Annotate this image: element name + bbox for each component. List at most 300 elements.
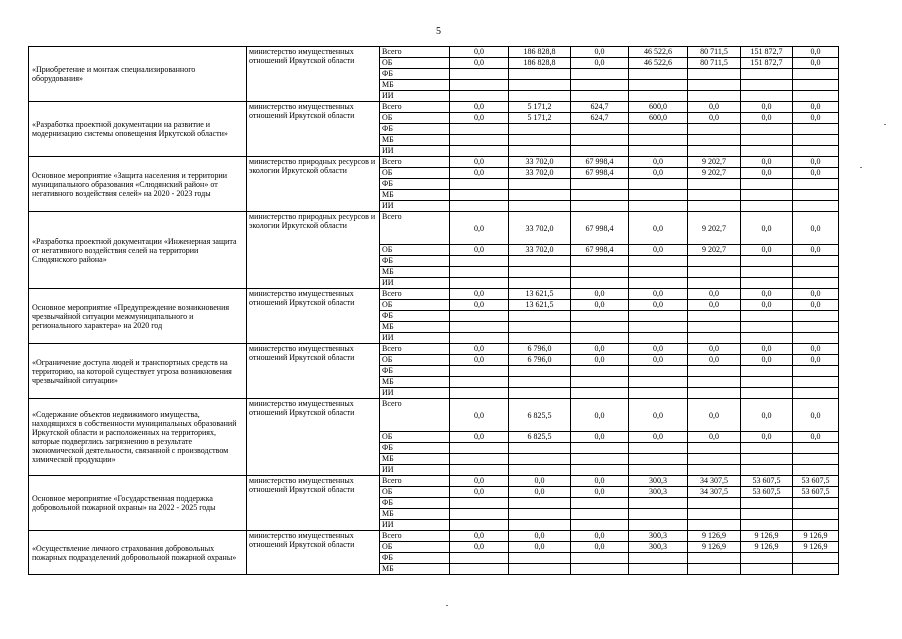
amount-cell <box>629 256 688 267</box>
amount-cell <box>450 443 509 454</box>
amount-cell <box>793 69 839 80</box>
funding-source: Всего <box>380 102 450 113</box>
amount-cell: 300,3 <box>629 476 688 487</box>
funding-source: ОБ <box>380 432 450 443</box>
scan-speck <box>446 605 448 606</box>
funding-source: МБ <box>380 509 450 520</box>
amount-cell <box>741 278 793 289</box>
amount-cell <box>793 366 839 377</box>
amount-cell <box>629 201 688 212</box>
funding-source: ОБ <box>380 487 450 498</box>
funding-source: ОБ <box>380 355 450 366</box>
funding-source: Всего <box>380 476 450 487</box>
executor-name: министерство имущественных отношений Иркутской области <box>247 531 380 575</box>
amount-cell <box>688 553 741 564</box>
amount-cell <box>571 190 629 201</box>
amount-cell <box>793 179 839 190</box>
amount-cell <box>688 388 741 399</box>
amount-cell: 6 825,5 <box>509 399 571 432</box>
amount-cell <box>629 267 688 278</box>
amount-cell <box>509 377 571 388</box>
amount-cell: 0,0 <box>793 157 839 168</box>
amount-cell: 33 702,0 <box>509 168 571 179</box>
amount-cell: 0,0 <box>741 212 793 245</box>
amount-cell <box>450 322 509 333</box>
amount-cell <box>509 179 571 190</box>
amount-cell <box>741 465 793 476</box>
amount-cell: 0,0 <box>629 432 688 443</box>
amount-cell: 34 307,5 <box>688 476 741 487</box>
amount-cell <box>629 564 688 575</box>
amount-cell: 6 825,5 <box>509 432 571 443</box>
amount-cell <box>793 333 839 344</box>
table-row <box>29 157 839 168</box>
amount-cell <box>629 443 688 454</box>
funding-source: ФБ <box>380 498 450 509</box>
amount-cell <box>629 333 688 344</box>
amount-cell: 9 202,7 <box>688 157 741 168</box>
amount-cell <box>509 465 571 476</box>
amount-cell: 0,0 <box>450 212 509 245</box>
amount-cell <box>741 135 793 146</box>
amount-cell <box>741 498 793 509</box>
amount-cell <box>450 465 509 476</box>
amount-cell: 0,0 <box>571 47 629 58</box>
amount-cell <box>509 454 571 465</box>
amount-cell: 67 998,4 <box>571 168 629 179</box>
amount-cell <box>571 509 629 520</box>
amount-cell: 9 126,9 <box>688 542 741 553</box>
amount-cell: 0,0 <box>741 399 793 432</box>
amount-cell <box>688 377 741 388</box>
amount-cell: 0,0 <box>793 168 839 179</box>
amount-cell <box>450 454 509 465</box>
amount-cell <box>741 267 793 278</box>
amount-cell <box>450 179 509 190</box>
activity-name: «Разработка проектной документации «Инженерная защита от негативного воздействия селей на территории Слюдянского района» <box>29 212 247 289</box>
amount-cell <box>688 311 741 322</box>
amount-cell <box>571 146 629 157</box>
amount-cell <box>629 69 688 80</box>
activity-name: Основное мероприятие «Государственная поддержка добровольной пожарной охраны» на 2022 - 2025 годы <box>29 476 247 531</box>
amount-cell <box>629 498 688 509</box>
amount-cell <box>509 322 571 333</box>
amount-cell: 0,0 <box>571 58 629 69</box>
amount-cell: 0,0 <box>571 542 629 553</box>
amount-cell: 0,0 <box>571 289 629 300</box>
amount-cell <box>450 256 509 267</box>
amount-cell: 0,0 <box>629 399 688 432</box>
amount-cell: 0,0 <box>688 399 741 432</box>
amount-cell: 0,0 <box>450 102 509 113</box>
amount-cell <box>450 366 509 377</box>
amount-cell: 0,0 <box>571 531 629 542</box>
amount-cell <box>688 267 741 278</box>
funding-source: ИИ <box>380 146 450 157</box>
amount-cell <box>450 553 509 564</box>
amount-cell: 624,7 <box>571 102 629 113</box>
amount-cell: 0,0 <box>629 289 688 300</box>
amount-cell <box>629 135 688 146</box>
amount-cell <box>450 91 509 102</box>
amount-cell <box>741 454 793 465</box>
amount-cell <box>688 509 741 520</box>
amount-cell: 0,0 <box>793 58 839 69</box>
amount-cell: 186 828,8 <box>509 47 571 58</box>
amount-cell <box>741 564 793 575</box>
amount-cell <box>793 267 839 278</box>
amount-cell: 0,0 <box>688 289 741 300</box>
funding-source: МБ <box>380 322 450 333</box>
funding-source: ОБ <box>380 58 450 69</box>
amount-cell <box>571 322 629 333</box>
amount-cell: 600,0 <box>629 102 688 113</box>
amount-cell <box>450 564 509 575</box>
executor-name: министерство имущественных отношений Иркутской области <box>247 102 380 157</box>
table-row <box>29 289 839 300</box>
amount-cell: 0,0 <box>571 487 629 498</box>
amount-cell <box>629 124 688 135</box>
amount-cell <box>688 190 741 201</box>
amount-cell <box>450 80 509 91</box>
amount-cell <box>629 366 688 377</box>
amount-cell: 0,0 <box>793 344 839 355</box>
amount-cell <box>629 377 688 388</box>
table-row <box>29 47 839 58</box>
amount-cell <box>629 80 688 91</box>
amount-cell: 0,0 <box>793 399 839 432</box>
amount-cell: 9 202,7 <box>688 245 741 256</box>
amount-cell <box>509 69 571 80</box>
amount-cell: 0,0 <box>741 245 793 256</box>
amount-cell <box>793 256 839 267</box>
amount-cell <box>571 498 629 509</box>
amount-cell: 53 607,5 <box>741 476 793 487</box>
amount-cell: 0,0 <box>629 168 688 179</box>
amount-cell <box>629 553 688 564</box>
funding-source: МБ <box>380 135 450 146</box>
amount-cell <box>509 267 571 278</box>
amount-cell <box>688 201 741 212</box>
amount-cell <box>793 564 839 575</box>
activity-name: «Разработка проектной документации на развитие и модернизацию системы оповещения Иркутской области» <box>29 102 247 157</box>
amount-cell <box>793 135 839 146</box>
amount-cell <box>509 124 571 135</box>
amount-cell: 0,0 <box>450 531 509 542</box>
amount-cell <box>741 553 793 564</box>
amount-cell: 0,0 <box>450 113 509 124</box>
amount-cell <box>509 91 571 102</box>
amount-cell: 0,0 <box>741 432 793 443</box>
amount-cell <box>571 443 629 454</box>
amount-cell <box>793 377 839 388</box>
funding-source: ОБ <box>380 113 450 124</box>
funding-source: Всего <box>380 344 450 355</box>
amount-cell <box>793 553 839 564</box>
amount-cell: 9 126,9 <box>793 531 839 542</box>
amount-cell <box>741 322 793 333</box>
amount-cell: 0,0 <box>793 47 839 58</box>
amount-cell: 0,0 <box>741 113 793 124</box>
amount-cell <box>571 465 629 476</box>
amount-cell <box>509 311 571 322</box>
amount-cell <box>509 278 571 289</box>
amount-cell: 0,0 <box>450 168 509 179</box>
amount-cell <box>629 91 688 102</box>
amount-cell: 13 621,5 <box>509 289 571 300</box>
activity-name: «Осуществление личного страхования добровольных пожарных подразделений добровольной пожарной охраны» <box>29 531 247 575</box>
amount-cell <box>629 190 688 201</box>
funding-source: ФБ <box>380 553 450 564</box>
amount-cell: 0,0 <box>629 157 688 168</box>
amount-cell <box>688 333 741 344</box>
amount-cell: 0,0 <box>629 300 688 311</box>
amount-cell <box>688 520 741 531</box>
amount-cell <box>688 564 741 575</box>
amount-cell <box>688 443 741 454</box>
amount-cell <box>793 201 839 212</box>
amount-cell <box>688 465 741 476</box>
funding-source: ИИ <box>380 388 450 399</box>
amount-cell: 33 702,0 <box>509 245 571 256</box>
amount-cell <box>688 179 741 190</box>
amount-cell: 0,0 <box>450 542 509 553</box>
amount-cell <box>509 135 571 146</box>
amount-cell: 0,0 <box>509 531 571 542</box>
table-row <box>29 476 839 487</box>
funding-source: Всего <box>380 289 450 300</box>
amount-cell <box>741 388 793 399</box>
amount-cell <box>793 190 839 201</box>
amount-cell <box>450 69 509 80</box>
amount-cell <box>509 256 571 267</box>
amount-cell <box>793 91 839 102</box>
amount-cell: 0,0 <box>741 157 793 168</box>
amount-cell: 0,0 <box>793 355 839 366</box>
executor-name: министерство имущественных отношений Иркутской области <box>247 476 380 531</box>
amount-cell: 300,3 <box>629 542 688 553</box>
amount-cell <box>509 520 571 531</box>
amount-cell: 0,0 <box>629 245 688 256</box>
amount-cell: 0,0 <box>793 102 839 113</box>
amount-cell <box>571 454 629 465</box>
amount-cell: 300,3 <box>629 487 688 498</box>
amount-cell <box>450 498 509 509</box>
amount-cell <box>688 124 741 135</box>
funding-source: ФБ <box>380 256 450 267</box>
amount-cell: 0,0 <box>450 47 509 58</box>
amount-cell <box>793 520 839 531</box>
amount-cell: 0,0 <box>509 476 571 487</box>
amount-cell <box>741 190 793 201</box>
budget-table-body <box>29 47 839 575</box>
amount-cell: 0,0 <box>793 212 839 245</box>
amount-cell: 0,0 <box>793 300 839 311</box>
amount-cell <box>629 520 688 531</box>
amount-cell: 0,0 <box>688 344 741 355</box>
amount-cell <box>741 366 793 377</box>
amount-cell: 0,0 <box>793 113 839 124</box>
amount-cell <box>571 333 629 344</box>
funding-source: ИИ <box>380 465 450 476</box>
amount-cell <box>629 311 688 322</box>
amount-cell: 0,0 <box>571 344 629 355</box>
amount-cell <box>741 179 793 190</box>
amount-cell <box>450 124 509 135</box>
executor-name: министерство имущественных отношений Иркутской области <box>247 344 380 399</box>
amount-cell: 0,0 <box>571 476 629 487</box>
amount-cell <box>741 91 793 102</box>
amount-cell <box>509 443 571 454</box>
amount-cell <box>450 509 509 520</box>
funding-source: ФБ <box>380 366 450 377</box>
amount-cell <box>509 553 571 564</box>
amount-cell <box>509 509 571 520</box>
amount-cell <box>793 465 839 476</box>
amount-cell: 0,0 <box>688 355 741 366</box>
table-row <box>29 102 839 113</box>
amount-cell <box>793 278 839 289</box>
amount-cell <box>571 135 629 146</box>
funding-source: МБ <box>380 377 450 388</box>
funding-source: МБ <box>380 190 450 201</box>
amount-cell: 9 126,9 <box>688 531 741 542</box>
amount-cell <box>629 465 688 476</box>
amount-cell <box>571 366 629 377</box>
amount-cell <box>741 443 793 454</box>
amount-cell <box>571 377 629 388</box>
amount-cell <box>450 278 509 289</box>
activity-name: Основное мероприятие «Защита населения и территории муниципального образования «Слюдянский район» от негативного воздействия селей» на 2020 - 2023 годы <box>29 157 247 212</box>
amount-cell <box>688 454 741 465</box>
amount-cell <box>571 388 629 399</box>
amount-cell <box>629 322 688 333</box>
amount-cell <box>629 278 688 289</box>
amount-cell <box>571 553 629 564</box>
amount-cell: 0,0 <box>741 300 793 311</box>
amount-cell <box>571 278 629 289</box>
amount-cell <box>450 311 509 322</box>
amount-cell: 600,0 <box>629 113 688 124</box>
amount-cell: 0,0 <box>450 245 509 256</box>
amount-cell: 0,0 <box>688 300 741 311</box>
amount-cell <box>741 146 793 157</box>
amount-cell <box>793 80 839 91</box>
amount-cell <box>741 69 793 80</box>
funding-source: ИИ <box>380 201 450 212</box>
amount-cell <box>688 498 741 509</box>
funding-source: Всего <box>380 157 450 168</box>
amount-cell <box>571 201 629 212</box>
amount-cell <box>509 333 571 344</box>
amount-cell <box>450 146 509 157</box>
funding-source: МБ <box>380 267 450 278</box>
executor-name: министерство природных ресурсов и экологии Иркутской области <box>247 212 380 289</box>
amount-cell <box>688 91 741 102</box>
amount-cell: 624,7 <box>571 113 629 124</box>
table-row <box>29 531 839 542</box>
amount-cell: 53 607,5 <box>793 487 839 498</box>
amount-cell: 0,0 <box>450 432 509 443</box>
amount-cell <box>741 333 793 344</box>
funding-source: МБ <box>380 454 450 465</box>
amount-cell <box>571 564 629 575</box>
amount-cell: 0,0 <box>450 355 509 366</box>
amount-cell: 33 702,0 <box>509 212 571 245</box>
amount-cell <box>629 146 688 157</box>
amount-cell <box>793 443 839 454</box>
amount-cell: 0,0 <box>450 487 509 498</box>
amount-cell <box>571 179 629 190</box>
executor-name: министерство имущественных отношений Иркутской области <box>247 47 380 102</box>
funding-source: ИИ <box>380 91 450 102</box>
amount-cell <box>688 146 741 157</box>
funding-source: ИИ <box>380 333 450 344</box>
amount-cell: 0,0 <box>450 476 509 487</box>
amount-cell <box>741 124 793 135</box>
amount-cell <box>571 80 629 91</box>
amount-cell: 0,0 <box>509 542 571 553</box>
amount-cell <box>793 388 839 399</box>
amount-cell: 0,0 <box>571 300 629 311</box>
amount-cell <box>509 498 571 509</box>
amount-cell <box>793 498 839 509</box>
amount-cell <box>688 69 741 80</box>
amount-cell: 5 171,2 <box>509 113 571 124</box>
amount-cell: 0,0 <box>450 399 509 432</box>
amount-cell: 0,0 <box>793 289 839 300</box>
amount-cell: 0,0 <box>571 432 629 443</box>
amount-cell: 0,0 <box>509 487 571 498</box>
amount-cell <box>793 322 839 333</box>
funding-source: Всего <box>380 531 450 542</box>
amount-cell <box>509 564 571 575</box>
amount-cell <box>571 267 629 278</box>
amount-cell: 80 711,5 <box>688 58 741 69</box>
funding-source: ИИ <box>380 520 450 531</box>
funding-source: ФБ <box>380 179 450 190</box>
amount-cell: 0,0 <box>629 355 688 366</box>
amount-cell <box>629 509 688 520</box>
amount-cell: 0,0 <box>741 289 793 300</box>
amount-cell <box>629 179 688 190</box>
amount-cell: 9 126,9 <box>793 542 839 553</box>
amount-cell: 0,0 <box>450 58 509 69</box>
amount-cell <box>741 201 793 212</box>
amount-cell <box>741 520 793 531</box>
amount-cell: 0,0 <box>450 289 509 300</box>
amount-cell: 80 711,5 <box>688 47 741 58</box>
executor-name: министерство имущественных отношений Иркутской области <box>247 399 380 476</box>
amount-cell: 0,0 <box>688 113 741 124</box>
amount-cell <box>509 80 571 91</box>
amount-cell <box>509 146 571 157</box>
amount-cell <box>571 520 629 531</box>
amount-cell: 0,0 <box>741 168 793 179</box>
funding-source: ОБ <box>380 300 450 311</box>
amount-cell: 67 998,4 <box>571 245 629 256</box>
activity-name: «Приобретение и монтаж специализированного оборудования» <box>29 47 247 102</box>
table-row <box>29 212 839 245</box>
amount-cell: 0,0 <box>571 399 629 432</box>
table-row <box>29 344 839 355</box>
scan-speck <box>884 124 886 125</box>
amount-cell: 186 828,8 <box>509 58 571 69</box>
amount-cell: 46 522,6 <box>629 58 688 69</box>
funding-source: МБ <box>380 80 450 91</box>
amount-cell <box>450 190 509 201</box>
amount-cell: 0,0 <box>450 300 509 311</box>
